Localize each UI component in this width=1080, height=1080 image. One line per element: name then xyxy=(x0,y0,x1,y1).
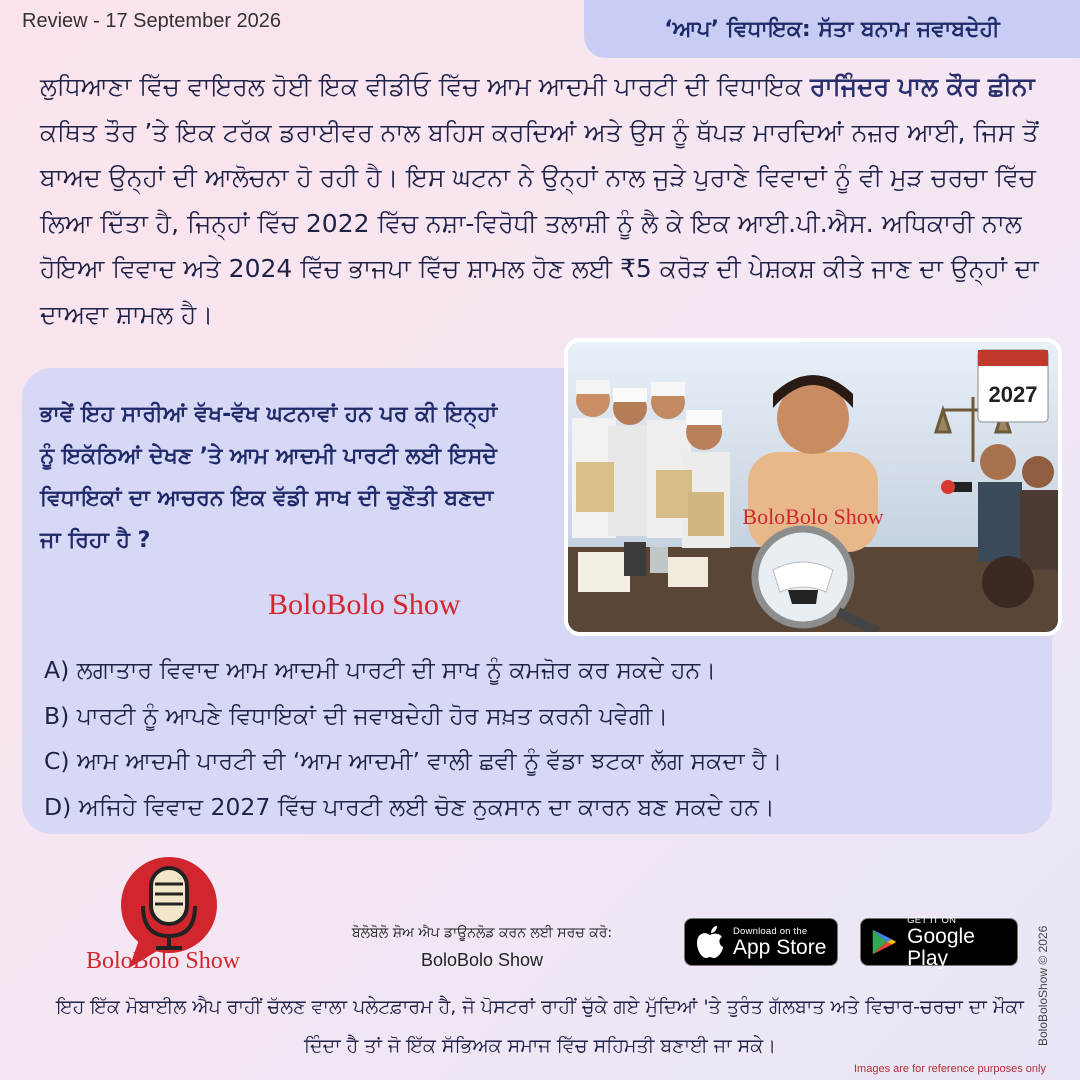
brand-watermark: BoloBolo Show xyxy=(268,588,461,621)
app-name: BoloBolo Show xyxy=(420,950,544,970)
water-glass xyxy=(650,547,668,573)
google-play-button[interactable] xyxy=(860,914,1018,970)
option-c[interactable]: C) ਆਮ ਆਦਮੀ ਪਾਰਟੀ ਦੀ ‘ਆਮ ਆਦਮੀ’ ਵਾਲੀ ਛਵੀ ਨੂੰ ਵੱਡਾ ਝਟਕਾ ਲੱਗ ਸਕਦਾ ਹੈ। xyxy=(44,747,783,775)
download-prompt: ਬੋਲੋਬੋਲੋ ਸ਼ੋਅ ਐਪ ਡਾਊਨਲੋਡ ਕਰਨ ਲਈ ਸਰਚ ਕਰੋ: xyxy=(351,925,613,941)
google-play-icon xyxy=(871,926,897,958)
app-store-label: App Store xyxy=(733,935,827,959)
mla-name: ਰਾਜਿੰਦਰ ਪਾਲ ਕੌਰ ਛੀਨਾ xyxy=(810,72,1035,101)
calendar-year: 2027 xyxy=(988,382,1038,407)
option-a[interactable]: A) ਲਗਾਤਾਰ ਵਿਵਾਦ ਆਮ ਆਦਮੀ ਪਾਰਟੀ ਦੀ ਸਾਖ ਨੂੰ ਕਮਜ਼ੋਰ ਕਰ ਸਕਦੇ ਹਨ। xyxy=(44,656,717,684)
question-text: ਭਾਵੇਂ ਇਹ ਸਾਰੀਆਂ ਵੱਖ-ਵੱਖ ਘਟਨਾਵਾਂ ਹਨ ਪਰ ਕੀ ਇਨ੍ਹਾਂ ਨੂੰ ਇਕੱਠਿਆਂ ਦੇਖਣ ’ਤੇ ਆਮ ਆਦਮੀ ਪਾਰਟੀ ਲਈ ਇਸਦੇ ਵਿਧਾਇਕਾਂ ਦਾ ਆਚਰਨ ਇਕ ਵੱਡੀ ਸਾਖ ਦੀ ਚੁਣੌਤੀ ਬਣਦਾ ਜਾ ਰਿਹਾ ਹੈ ? xyxy=(40,402,498,553)
google-play-small-label: GET IT ON xyxy=(907,914,957,926)
illustration-watermark: BoloBolo Show xyxy=(742,504,884,529)
app-store-button[interactable] xyxy=(684,918,838,966)
apple-icon xyxy=(695,925,725,959)
app-store-small-label: Download on the xyxy=(733,925,808,937)
platform-description: ਇਹ ਇੱਕ ਮੋਬਾਈਲ ਐਪ ਰਾਹੀਂ ਚੱਲਣ ਵਾਲਾ ਪਲੇਟਫ਼ਾਰਮ ਹੈ, ਜੋ ਪੋਸਟਰਾਂ ਰਾਹੀਂ ਚੁੱਕੇ ਗਏ ਮੁੱਦਿਆਂ 'ਤੇ ਤੁਰੰਤ ਗੱਲਬਾਤ ਅਤੇ ਵਿਚਾਰ-ਚਰਚਾ ਦਾ ਮੌਕਾ ਦਿੰਦਾ ਹੈ ਤਾਂ ਜੋ ਇੱਕ ਸੱਭਿਅਕ ਸਮਾਜ ਵਿੱਚ ਸਹਿਮਤੀ ਬਣਾਈ ਜਾ ਸਕੇ। xyxy=(56,996,1024,1057)
review-date: Review - 17 September 2026 xyxy=(22,10,282,32)
illustration xyxy=(564,338,1062,636)
paper-stack xyxy=(668,557,708,587)
intro-paragraph xyxy=(40,64,1050,337)
image-disclaimer: Images are for reference purposes only xyxy=(854,1063,1046,1075)
intro-text-before: ਲੁਧਿਆਣਾ ਵਿੱਚ ਵਾਇਰਲ ਹੋਈ ਇਕ ਵੀਡੀਓ ਵਿੱਚ ਆਮ ਆਦਮੀ ਪਾਰਟੀ ਦੀ ਵਿਧਾਇਕ xyxy=(40,72,811,101)
footer-brand-name: BoloBolo Show xyxy=(86,948,241,974)
pen-holder xyxy=(624,542,646,576)
option-d[interactable]: D) ਅਜਿਹੇ ਵਿਵਾਦ 2027 ਵਿੱਚ ਪਾਰਟੀ ਲਈ ਚੋਣ ਨੁਕਸਾਨ ਦਾ ਕਾਰਨ ਬਣ ਸਕਦੇ ਹਨ। xyxy=(44,792,775,821)
google-play-label: Google Play xyxy=(907,924,975,970)
headline-title: ‘ਆਪ’ ਵਿਧਾਇਕ: ਸੱਤਾ ਬਨਾਮ ਜਵਾਬਦੇਹੀ xyxy=(584,0,1080,58)
calendar-icon xyxy=(978,350,1048,422)
paper-stack xyxy=(578,552,630,592)
copyright-notice: BoloBoloShow © 2026 xyxy=(1036,925,1050,1046)
intro-text-after: ਕਥਿਤ ਤੌਰ ’ਤੇ ਇਕ ਟਰੱਕ ਡਰਾਈਵਰ ਨਾਲ ਬਹਿਸ ਕਰਦਿਆਂ ਅਤੇ ਉਸ ਨੂੰ ਥੱਪੜ ਮਾਰਦਿਆਂ ਨਜ਼ਰ ਆਈ, ਜਿਸ ਤੋਂ ਬਾਅਦ ਉਨ੍ਹਾਂ ਦੀ ਆਲੋਚਨਾ ਹੋ ਰਹੀ ਹੈ। ਇਸ ਘਟਨਾ ਨੇ ਉਨ੍ਹਾਂ ਨਾਲ ਜੁੜੇ ਪੁਰਾਣੇ ਵਿਵਾਦਾਂ ਨੂੰ ਵੀ ਮੁੜ ਚਰਚਾ ਵਿੱਚ ਲਿਆ ਦਿੱਤਾ ਹੈ, ਜਿਨ੍ਹਾਂ ਵਿੱਚ 2022 ਵਿੱਚ ਨਸ਼ਾ-ਵਿਰੋਧੀ ਤਲਾਸ਼ੀ ਨੂੰ ਲੈ ਕੇ ਇਕ ਆਈ.ਪੀ.ਐਸ. ਅਧਿਕਾਰੀ ਨਾਲ ਹੋਇਆ ਵਿਵਾਦ ਅਤੇ 2024 ਵਿੱਚ ਭਾਜਪਾ ਵਿੱਚ ਸ਼ਾਮਲ ਹੋਣ ਲਈ ₹5 ਕਰੋੜ ਦੀ ਪੇਸ਼ਕਸ਼ ਕੀਤੇ ਜਾਣ ਦਾ ਉਨ੍ਹਾਂ ਦਾ ਦਾਅਵਾ ਸ਼ਾਮਲ ਹੈ। xyxy=(40,117,1039,329)
answer-options xyxy=(44,648,782,830)
illustration-art xyxy=(568,342,1058,632)
option-b[interactable]: B) ਪਾਰਟੀ ਨੂੰ ਆਪਣੇ ਵਿਧਾਇਕਾਂ ਦੀ ਜਵਾਬਦੇਹੀ ਹੋਰ ਸਖ਼ਤ ਕਰਨੀ ਪਵੇਗੀ। xyxy=(44,701,669,730)
